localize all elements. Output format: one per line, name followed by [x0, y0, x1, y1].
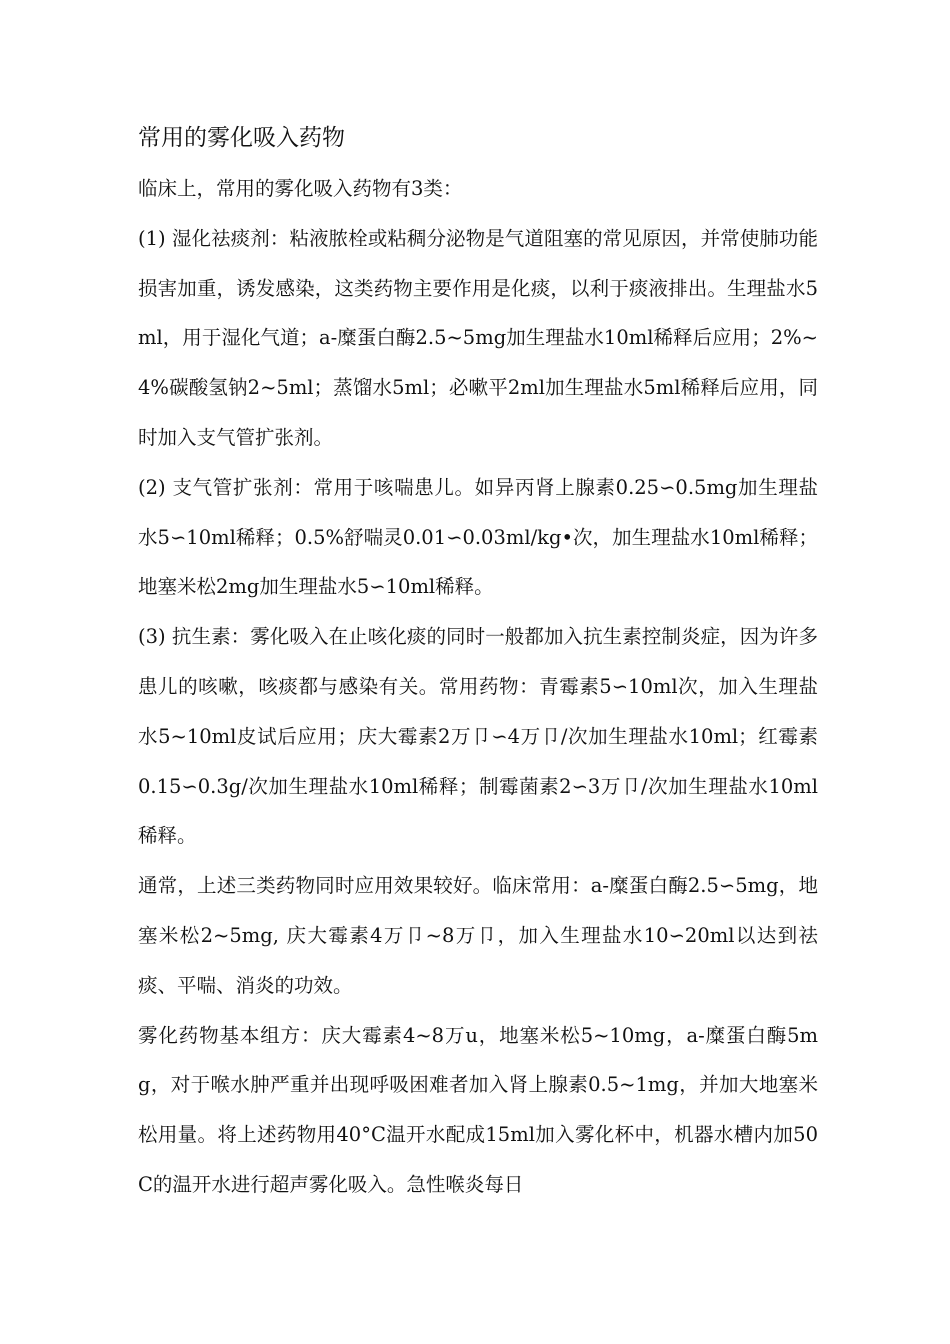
document-title: 常用的雾化吸入药物 — [138, 125, 345, 151]
paragraph-expectorants: (1) 湿化祛痰剂：粘液脓栓或粘稠分泌物是气道阻塞的常见原因，并常使肺功能损害加重，诱发感染，这类药物主要作用是化痰，以利于痰液排出。生理盐水5ml，用于湿化气道；a-糜蛋白酶2.5~5mg加生理盐水10ml稀释后应用；2%~4%碳酸氢钠2~5ml；蒸馏水5ml；必嗽平2ml加生理盐水5ml稀释后应用，同时加入支气管扩张剂。 — [138, 226, 818, 449]
paragraph-intro: 临床上，常用的雾化吸入药物有3类： — [138, 177, 463, 200]
paragraph-bronchodilators: (2) 支气管扩张剂：常用于咳喘患儿。如异丙肾上腺素0.25∽0.5mg加生理盐水5∽10ml稀释；0.5%舒喘灵0.01∽0.03ml/kg•次，加生理盐水10ml稀释；地塞米松2mg加生理盐水5∽10ml稀释。 — [138, 475, 818, 599]
paragraph-combined-use: 通常，上述三类药物同时应用效果较好。临床常用：a-糜蛋白酶2.5∽5mg，地塞米松2~5mg, 庆大霉素4万卩~8万卩，加入生理盐水10∽20ml以达到祛痰、平喘、消炎的功效。 — [138, 874, 818, 997]
paragraph-basic-formula: 雾化药物基本组方：庆大霉素4~8万u，地塞米松5~10mg，a-糜蛋白酶5mg，对于喉水肿严重并出现呼吸困难者加入肾上腺素0.5~1mg，并加大地塞米松用量。将上述药物用40°C温开水配成15ml加入雾化杯中，机器水槽内加50C的温开水进行超声雾化吸入。急性喉炎每日 — [138, 1023, 818, 1196]
document-body — [138, 112, 818, 1210]
paragraph-antibiotics: (3) 抗生素：雾化吸入在止咳化痰的同时一般都加入抗生素控制炎症，因为许多患儿的咳嗽，咳痰都与感染有关。常用药物：青霉素5∽10ml次，加入生理盐水5~10ml皮试后应用；庆大霉素2万卩∽4万卩/次加生理盐水10ml；红霉素0.15∽0.3g/次加生理盐水10ml稀释；制霉菌素2∽3万卩/次加生理盐水10ml稀释。 — [138, 625, 818, 848]
